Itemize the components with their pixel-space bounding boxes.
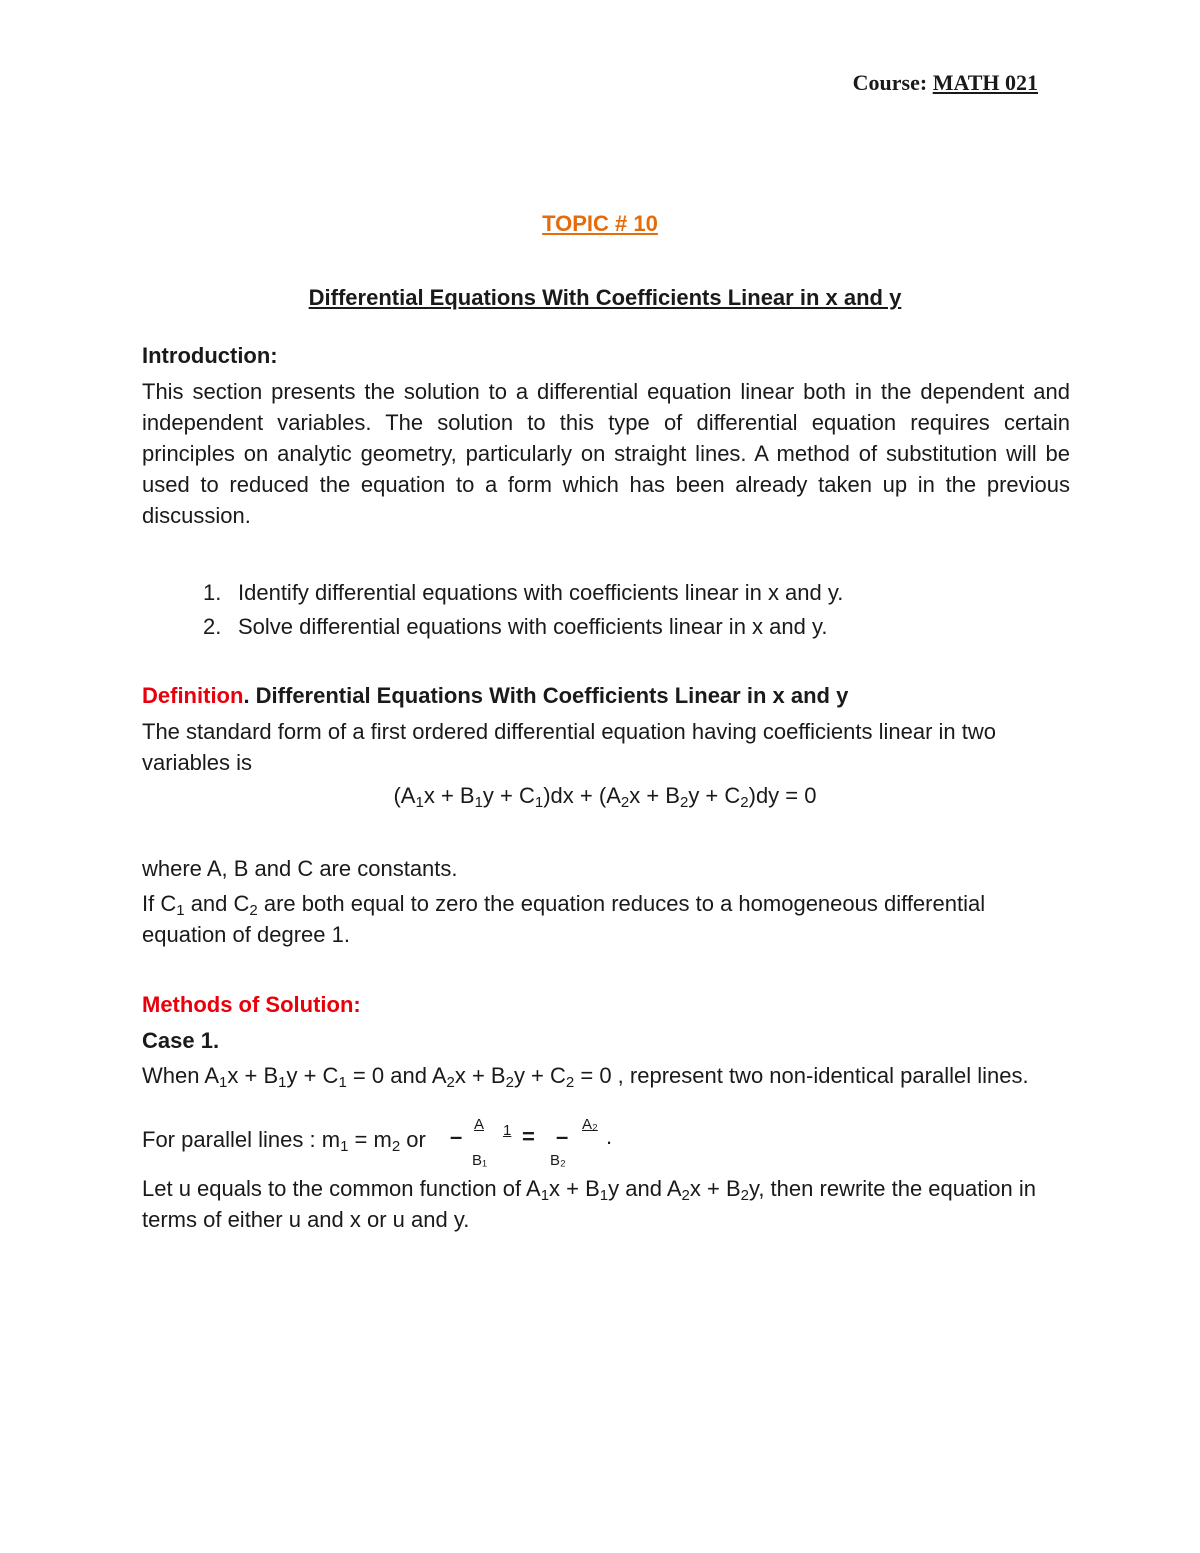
fraction-numerator: A bbox=[474, 1116, 485, 1133]
definition-title: . Differential Equations With Coefficients Linear in x and y bbox=[243, 683, 849, 708]
period: . bbox=[606, 1124, 613, 1149]
course-header bbox=[853, 70, 1038, 96]
fraction-numerator: A₂ bbox=[582, 1116, 598, 1133]
substitution-text: Let u equals to the common function of $A_1x + B_1y$ and $A_2x + B_2y$, then rewrite the equation in terms of either u and x or u and y. bbox=[142, 1176, 1036, 1232]
standard-form-equation: $(A_1x + B_1y + C_1)dx + (A_2x + B_2y + C_2)dy = 0$ bbox=[393, 783, 817, 811]
homogeneous-note: If $C_1$ and $C_2$ are both equal to zero the equation reduces to a homogeneous differential equation of degree 1. bbox=[142, 891, 986, 947]
case1-text: When $A_1x + B_1y + C_1 = 0$ and $A_2x + B_2y + C_2 = 0$ , represent two non-identical parallel lines. bbox=[142, 1063, 1029, 1091]
equals-sign: = bbox=[522, 1124, 535, 1149]
list-text: Identify differential equations with coefficients linear in x and y. bbox=[238, 580, 844, 605]
case-heading: Case 1. bbox=[142, 1028, 220, 1053]
page-title: Differential Equations With Coefficients Linear in x and y bbox=[308, 285, 902, 310]
intro-heading: Introduction: bbox=[142, 343, 278, 368]
methods-heading: Methods of Solution: bbox=[142, 992, 361, 1017]
definition-heading bbox=[142, 680, 1070, 711]
fraction-denominator: B₂ bbox=[550, 1152, 566, 1169]
course-code: MATH 021 bbox=[932, 70, 1038, 95]
fraction-numerator-subscript: 1 bbox=[503, 1122, 512, 1139]
minus-sign: – bbox=[450, 1124, 463, 1149]
topic-heading: TOPIC # 10 bbox=[542, 211, 658, 236]
parallel-condition: For parallel lines : $m_1 = m_2$ or bbox=[142, 1127, 426, 1155]
course-label: Course: bbox=[852, 70, 928, 95]
minus-sign: – bbox=[556, 1124, 569, 1149]
intro-paragraph: This section presents the solution to a differential equation linear both in the dependent and independent variables. The solution to this type of differential equation requires certain principles on analytic geometry, particularly on straight lines. A method of substitution will be used to reduced the equation to a form which has been already taken up in the previous discussion. bbox=[142, 379, 1070, 528]
list-text: Solve differential equations with coefficients linear in x and y. bbox=[238, 614, 828, 639]
definition-text: The standard form of a first ordered differential equation having coefficients linear in two variables is bbox=[142, 719, 997, 775]
list-item bbox=[203, 610, 843, 644]
list-item bbox=[203, 576, 843, 610]
list-number: 2. bbox=[203, 614, 222, 639]
objectives-list bbox=[203, 576, 843, 644]
definition-label: Definition bbox=[142, 683, 244, 708]
fraction-denominator: B₁ bbox=[472, 1152, 488, 1169]
list-number: 1. bbox=[203, 580, 222, 605]
constants-line: where A, B and C are constants. bbox=[142, 856, 458, 881]
